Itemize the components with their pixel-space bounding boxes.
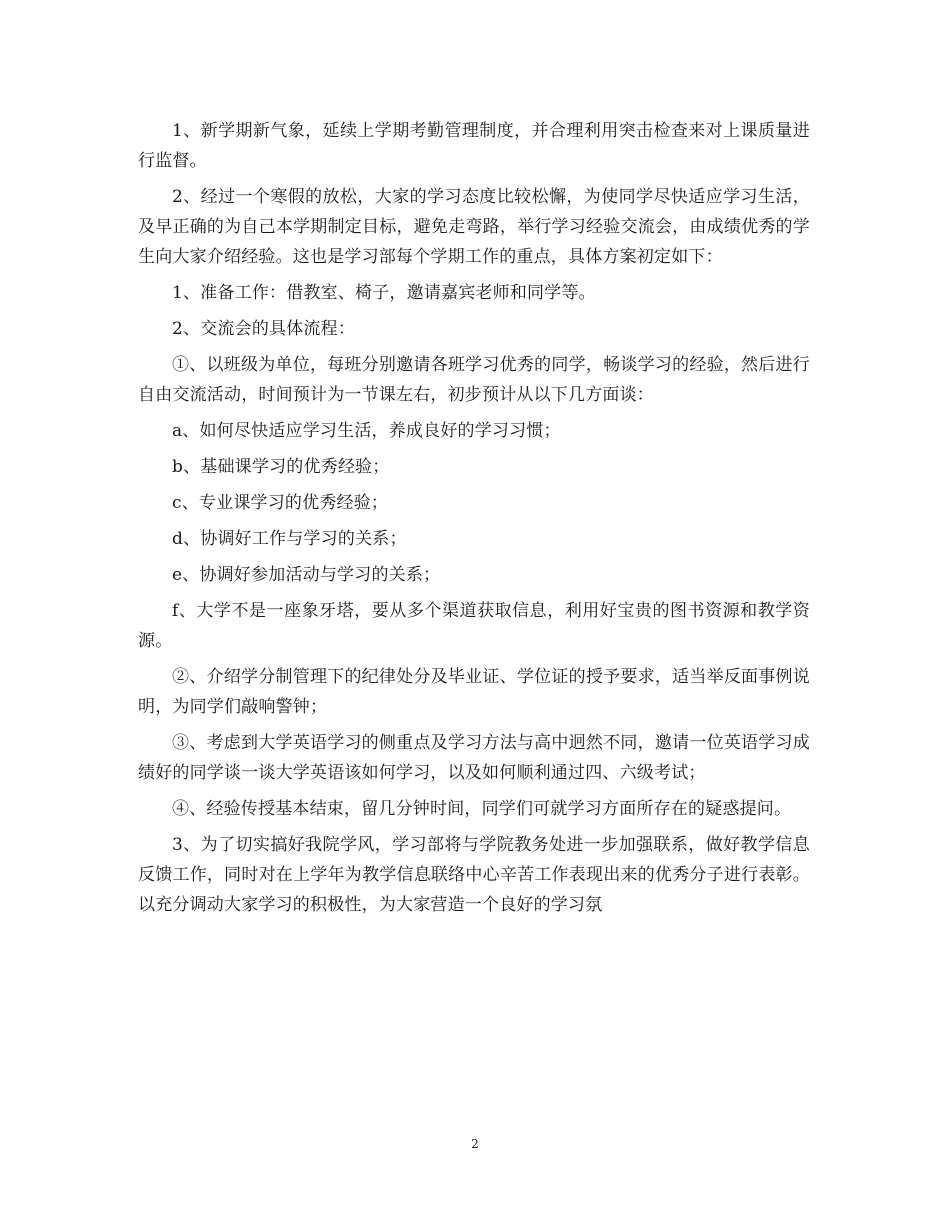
paragraph-process-heading: 2、交流会的具体流程： [172,319,356,339]
page-number: 2 [471,1137,479,1151]
paragraph-step-two: ②、介绍学分制管理下的纪律处分及毕业证、学位证的授予要求，适当举反面事例说明，为同学们敲响警钟； [138,667,810,717]
paragraph-study-style: 3、为了切实搞好我院学风，学习部将与学院教务处进一步加强联系，做好教学信息反馈工作，同时对在上学年为教学信息联络中心辛苦工作表现出来的优秀分子进行表彰。以充分调动大家学习的积极性，为大家营造一个良好的学习氛 [138,835,810,915]
paragraph-step-one: ①、以班级为单位，每班分别邀请各班学习优秀的同学，畅谈学习的经验，然后进行自由交流活动，时间预计为一节课左右，初步预计从以下几方面谈： [138,355,810,405]
list-item-a: a、如何尽快适应学习生活，养成良好的学习习惯； [172,421,561,441]
paragraph-attendance: 1、新学期新气象，延续上学期考勤管理制度，并合理利用突击检查来对上课质量进行监督。 [138,121,810,171]
list-item-c: c、专业课学习的优秀经验； [172,493,389,513]
paragraph-preparation: 1、准备工作：借教室、椅子，邀请嘉宾老师和同学等。 [172,283,596,303]
paragraph-step-four: ④、经验传授基本结束，留几分钟时间，同学们可就学习方面所存在的疑惑提问。 [172,799,792,819]
paragraph-step-three: ③、考虑到大学英语学习的侧重点及学习方法与高中迥然不同，邀请一位英语学习成绩好的同学谈一谈大学英语该如何学习，以及如何顺利通过四、六级考试； [138,733,810,783]
paragraph-exchange-meeting: 2、经过一个寒假的放松，大家的学习态度比较松懈，为使同学尽快适应学习生活，及早正确的为自己本学期制定目标，避免走弯路，举行学习经验交流会，由成绩优秀的学生向大家介绍经验。这也是学习部每个学期工作的重点，具体方案初定如下： [138,187,810,267]
document-body [138,116,810,926]
list-item-e: e、协调好参加活动与学习的关系； [172,565,441,585]
list-item-b: b、基础课学习的优秀经验； [172,457,390,477]
list-item-d: d、协调好工作与学习的关系； [172,529,407,549]
list-item-f: f、大学不是一座象牙塔，要从多个渠道获取信息，利用好宝贵的图书资源和教学资源。 [138,601,810,651]
